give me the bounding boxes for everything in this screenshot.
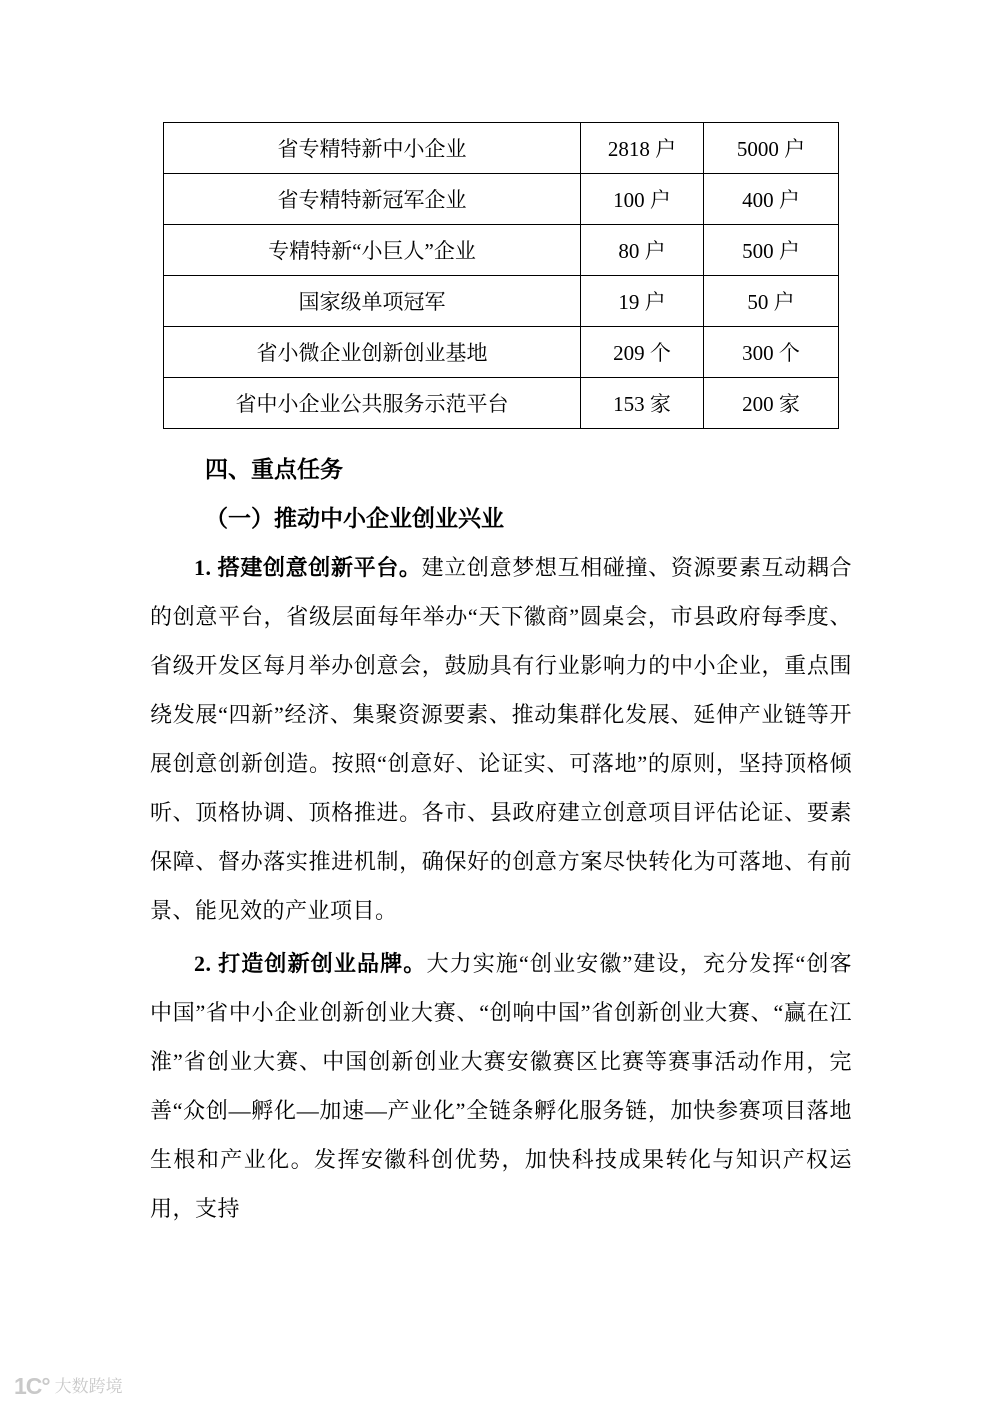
table-row — [164, 123, 839, 174]
row-target-cell: 5000 户 — [704, 123, 839, 174]
row-label-cell: 省专精特新中小企业 — [164, 123, 581, 174]
paragraph-1-lead: 1. 搭建创意创新平台。 — [194, 555, 422, 580]
section-heading: 四、重点任务 — [205, 456, 343, 482]
row-label-cell: 国家级单项冠军 — [164, 276, 581, 327]
paragraph-2-lead: 2. 打造创新创业品牌。 — [194, 951, 427, 976]
watermark-text: 大数跨境 — [54, 1377, 123, 1396]
paragraph-1 — [150, 543, 852, 935]
row-current-cell: 80 户 — [581, 225, 704, 276]
paragraph-1-text: 建立创意梦想互相碰撞、资源要素互动耦合的创意平台，省级层面每年举办“天下徽商”圆桌会，市县政府每季度、省级开发区每月举办创意会，鼓励具有行业影响力的中小企业，重点围绕发展“四新”经济、集聚资源要素、推动集群化发展、延伸产业链等开展创意创新创造。按照“创意好、论证实、可落地”的原则，坚持顶格倾听、顶格协调、顶格推进。各市、县政府建立创意项目评估论证、要素保障、督办落实推进机制，确保好的创意方案尽快转化为可落地、有前景、能见效的产业项目。 — [150, 555, 852, 923]
row-label-cell: 专精特新“小巨人”企业 — [164, 225, 581, 276]
table-row — [164, 276, 839, 327]
row-label-cell: 省中小企业公共服务示范平台 — [164, 378, 581, 429]
stats-table — [163, 122, 839, 429]
row-target-cell: 200 家 — [704, 378, 839, 429]
row-current-cell: 209 个 — [581, 327, 704, 378]
row-target-cell: 300 个 — [704, 327, 839, 378]
table-row — [164, 378, 839, 429]
table-row — [164, 174, 839, 225]
row-target-cell: 400 户 — [704, 174, 839, 225]
watermark — [14, 1375, 123, 1398]
paragraph-2 — [150, 939, 852, 1233]
row-target-cell: 50 户 — [704, 276, 839, 327]
subsection-heading: （一）推动中小企业创业兴业 — [205, 505, 504, 531]
row-current-cell: 153 家 — [581, 378, 704, 429]
watermark-logo-icon: 1C° — [14, 1373, 50, 1399]
row-target-cell: 500 户 — [704, 225, 839, 276]
table-row — [164, 225, 839, 276]
row-current-cell: 100 户 — [581, 174, 704, 225]
row-current-cell: 2818 户 — [581, 123, 704, 174]
row-label-cell: 省专精特新冠军企业 — [164, 174, 581, 225]
row-current-cell: 19 户 — [581, 276, 704, 327]
paragraph-2-text: 大力实施“创业安徽”建设，充分发挥“创客中国”省中小企业创新创业大赛、“创响中国”省创新创业大赛、“赢在江淮”省创业大赛、中国创新创业大赛安徽赛区比赛等赛事活动作用，完善“众创—孵化—加速—产业化”全链条孵化服务链，加快参赛项目落地生根和产业化。发挥安徽科创优势，加快科技成果转化与知识产权运用，支持 — [150, 951, 852, 1221]
table-row — [164, 327, 839, 378]
row-label-cell: 省小微企业创新创业基地 — [164, 327, 581, 378]
